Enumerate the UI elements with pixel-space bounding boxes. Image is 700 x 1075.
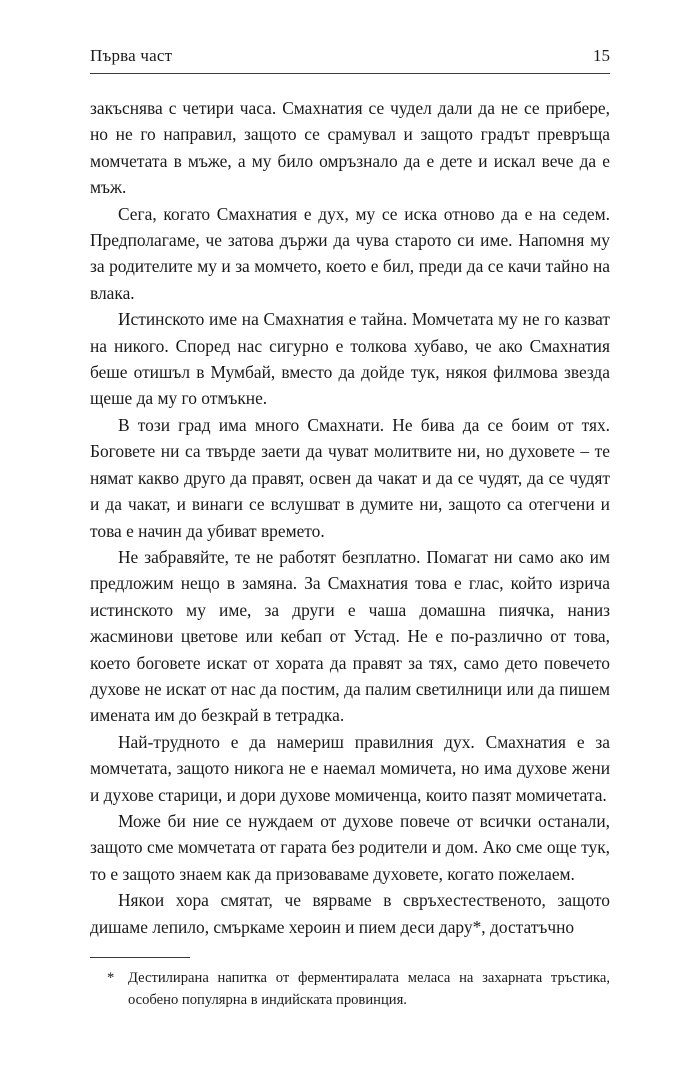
paragraph-5: Не забравяйте, те не работят безплатно. Помагат ни само ако им предложим нещо в замяна. За Смахнатия това е глас, който изрича истинското му име, за други е чаша домашна пиячка, наниз жасминови цветове или кебап от Устад. Не е по-различно от това, което боговете искат от хората да правят за тях, само дето повечето духове не искат от нас да постим, да палим светилници или да пишем имената им до безкрай в тетрадка. (90, 546, 610, 726)
page-header (90, 40, 610, 72)
paragraph-4: В този град има много Смахнати. Не бива да се боим от тях. Боговете ни са твърде заети да чуват молитвите ни, но духовете – те нямат какво друго да правят, освен да чакат и да се чудят, да се чудят и да чакат, и винаги се вслушват в думите ни, защото са отегчени и това е начин да убиват времето. (90, 414, 610, 541)
footnote-marker: * (107, 970, 115, 986)
paragraph-3: Истинското име на Смахнатия е тайна. Момчетата му не го казват на никого. Според нас сигурно е толкова хубаво, че ако Смахнатия беше отишъл в Мумбай, вместо да дойде тук, някоя филмова звезда щеше да му го отмъкне. (90, 309, 610, 409)
header-rule (90, 73, 610, 74)
footnote-text: Дестилирана напитка от ферментиралата меласа на захарната тръстика, особено популярна в индийската провинция. (128, 970, 610, 1008)
paragraph-2: Сега, когато Смахнатия е дух, му се иска отново да е на седем. Предполагаме, че затова държи да чува старото си име. Напомня му за родителите му и за момчето, което е бил, преди да се качи тайно на влака. (90, 203, 610, 303)
running-head: Първа част (90, 46, 173, 65)
footnote (90, 967, 610, 1011)
footnote-rule (90, 957, 190, 958)
paragraph-8: Някои хора смятат, че вярваме в свръхестественото, защото дишаме лепило, смъркаме хероин и пием деси дару*, достатъчно (90, 890, 610, 937)
body-text (90, 95, 610, 940)
page-number: 15 (593, 46, 610, 65)
paragraph-7: Може би ние се нуждаем от духове повече от всички останали, защото сме момчетата от гарата без родители и дом. Ако сме още тук, то е защото знаем как да призоваваме духовете, когато пожелаем. (90, 810, 610, 884)
paragraph-1: закъснява с четири часа. Смахнатия се чудел дали да не се прибере, но не го направил, защото се срамувал и защото градът превръща момчетата в мъже, а му било омръзнало да е дете и искал вече да е мъж. (90, 98, 610, 198)
paragraph-6: Най-трудното е да намериш правилния дух. Смахнатия е за момчетата, защото никога не е наемал момичета, но има духове жени и духове старици, и дори духове момиченца, които пазят момичетата. (90, 731, 610, 805)
